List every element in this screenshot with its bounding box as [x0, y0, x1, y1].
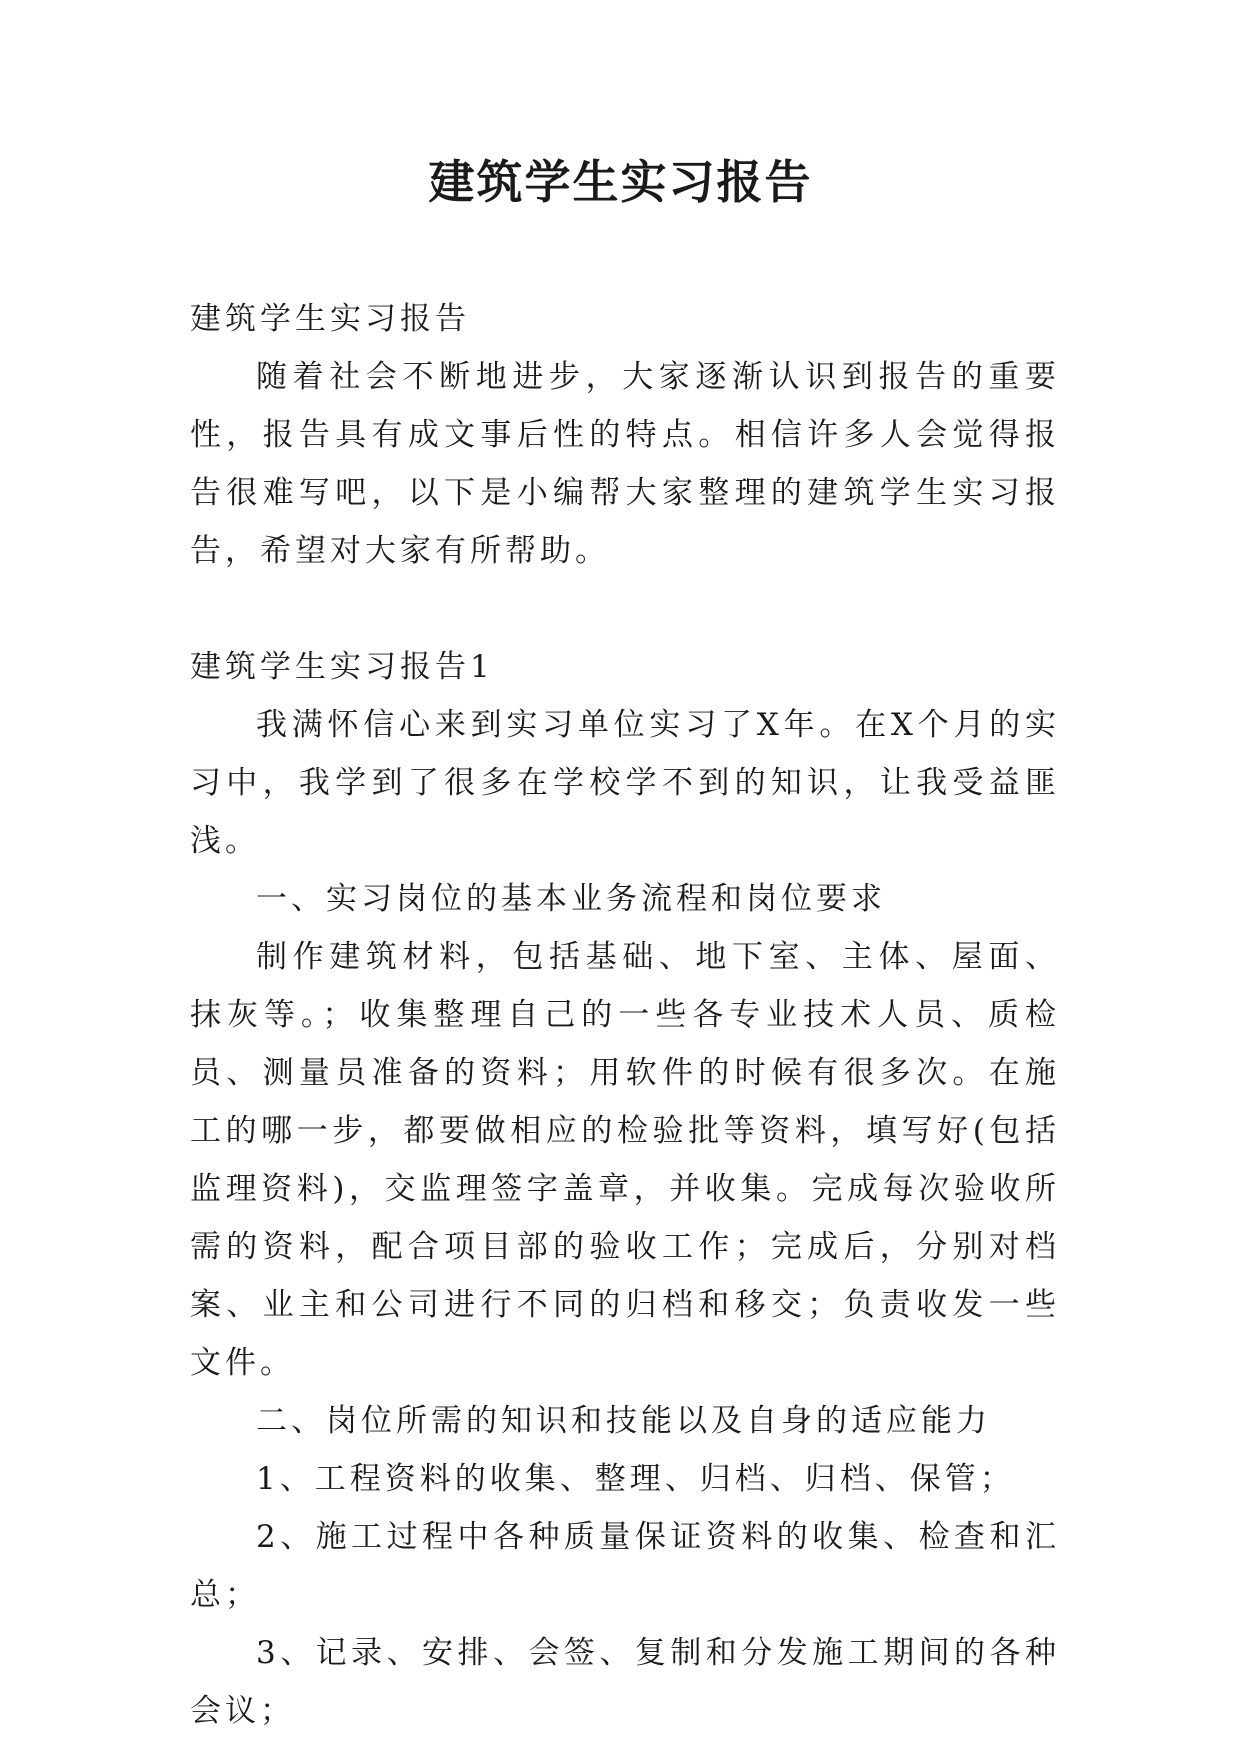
- report1-heading: 建筑学生实习报告1: [190, 649, 494, 685]
- section1-paragraph: 制作建筑材料，包括基础、地下室、主体、屋面、抹灰等。；收集整理自己的一些各专业技术人员、质检员、测量员准备的资料；用软件的时候有很多次。在施工的哪一步，都要做相应的检验批等资料，填写好(包括监理资料)，交监理签字盖章，并收集。完成每次验收所需的资料，配合项目部的验收工作；完成后，分别对档案、业主和公司进行不同的归档和移交；负责收发一些文件。: [190, 939, 1060, 1381]
- document-body: [190, 290, 1060, 1740]
- document-title: 建筑学生实习报告: [428, 155, 813, 209]
- doc-heading: 建筑学生实习报告: [190, 301, 470, 337]
- list-item: 1、工程资料的收集、整理、归档、归档、保管；: [256, 1461, 1015, 1497]
- report1-paragraph: 我满怀信心来到实习单位实习了X年。在X个月的实习中，我学到了很多在学校学不到的知识，让我受益匪浅。: [190, 707, 1060, 859]
- list-item: 2、施工过程中各种质量保证资料的收集、检查和汇总；: [190, 1519, 1060, 1613]
- intro-paragraph: 随着社会不断地进步，大家逐渐认识到报告的重要性，报告具有成文事后性的特点。相信许多人会觉得报告很难写吧，以下是小编帮大家整理的建筑学生实习报告，希望对大家有所帮助。: [190, 359, 1060, 569]
- list-item: 3、记录、安排、会签、复制和分发施工期间的各种会议；: [190, 1635, 1060, 1729]
- section2-title: 二、岗位所需的知识和技能以及自身的适应能力: [256, 1403, 991, 1439]
- section1-title: 一、实习岗位的基本业务流程和岗位要求: [256, 881, 886, 917]
